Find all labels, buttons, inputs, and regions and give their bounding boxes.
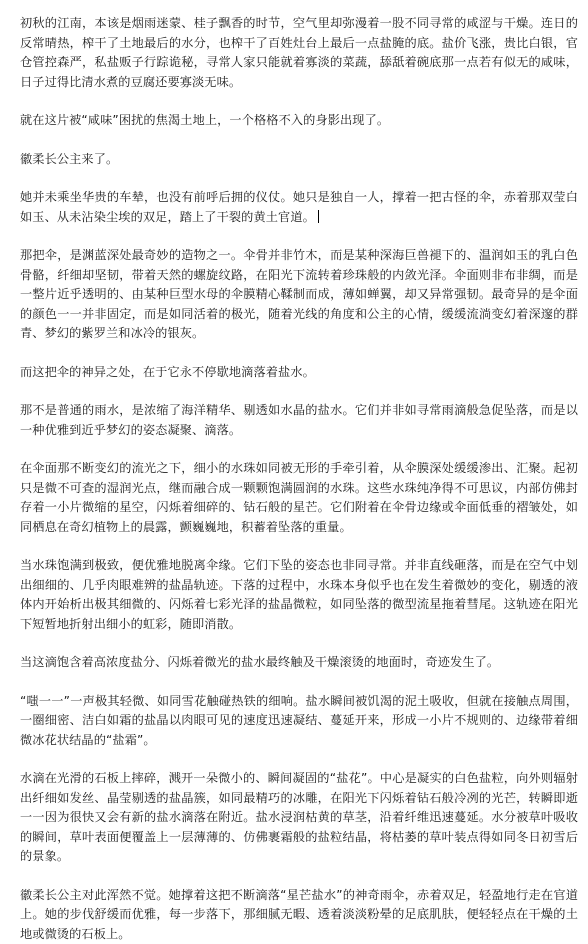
paragraph: 而这把伞的神异之处，在于它永不停歇地滴落着盐水。 (20, 363, 578, 383)
paragraph: 水滴在光滑的石板上摔碎，溅开一朵微小的、瞬间凝固的“盐花”。中心是凝实的白色盐粒，向外则辐射出纤细如发丝、晶莹剔透的盐晶簇，如同最精巧的冰雕，在阳光下闪烁着钻石般冷冽的光芒，转瞬即逝一一因为很快又会有新的盐水滴落在附近。盐水浸润枯黄的草茎，沿着纤维迅速蔓延。水分被草叶吸收的瞬间，草叶表面便覆盖上一层薄薄的、仿佛裹霜般的盐粒结晶，将枯萎的草叶装点得如同冬日初雪后的景象。 (20, 769, 578, 867)
paragraph: 初秋的江南，本该是烟雨迷蒙、桂子飘香的时节，空气里却弥漫着一股不同寻常的咸涩与干燥。连日的反常晴热，榨干了土地最后的水分，也榨干了百姓灶台上最后一点盐腌的底。盐价飞涨，贵比白银，官仓管控森严，私盐贩子行踪诡秘，寻常人家只能就着寡淡的菜蔬，舔舐着碗底那一点若有似无的咸味，日子过得比清水煮的豆腐还要寡淡无味。 (20, 14, 578, 92)
paragraph: 徽柔长公主来了。 (20, 150, 578, 170)
paragraph-with-cursor[interactable] (20, 188, 578, 227)
paragraph: 徽柔长公主对此浑然不觉。她撑着这把不断滴落“星芒盐水”的神奇雨伞，赤着双足，轻盈地行走在官道上。她的步伐舒缓而优雅，每一步落下，那细腻无暇、透着淡淡粉晕的足底肌肤，便轻轻点在干燥的土地或微烫的石板上。 (20, 886, 578, 944)
paragraph: 就在这片被“咸味”困扰的焦渴土地上，一个格格不入的身影出现了。 (20, 111, 578, 131)
paragraph: 那把伞，是渊蓝深处最奇妙的造物之一。伞骨并非竹木，而是某种深海巨兽褪下的、温润如玉的乳白色骨骼，纤细却坚韧，带着天然的螺旋纹路，在阳光下流转着珍珠般的内敛光泽。伞面则非布非绸，而是一整片近乎透明的、由某种巨型水母的伞膜精心鞣制而成，薄如蝉翼，却又异常强韧。最奇异的是伞面的颜色一一并非固定，而是如同活着的极光，随着光线的角度和公主的心情，缓缓流淌变幻着深邃的群青、梦幻的紫罗兰和冰冷的银灰。 (20, 246, 578, 344)
paragraph: 那不是普通的雨水，是浓缩了海洋精华、剔透如水晶的盐水。它们并非如寻常雨滴般急促坠落，而是以一种优雅到近乎梦幻的姿态凝聚、滴落。 (20, 401, 578, 440)
paragraph: “嗤一一”一声极其轻微、如同雪花触碰热铁的细响。盐水瞬间被饥渴的泥土吸收，但就在接触点周围，一圈细密、洁白如霜的盐晶以肉眼可见的速度迅速凝结、蔓延开来，形成一小片不规则的、边缘带着细微冰花状结晶的“盐霜”。 (20, 692, 578, 751)
text-cursor (318, 210, 319, 223)
paragraph: 当这滴饱含着高浓度盐分、闪烁着微光的盐水最终触及干燥滚烫的地面时，奇迹发生了。 (20, 653, 578, 673)
paragraph: 在伞面那不断变幻的流光之下，细小的水珠如同被无形的手牵引着，从伞膜深处缓缓渗出、汇聚。起初只是微不可查的湿润光点，继而融合成一颗颗饱满圆润的水珠。这些水珠纯净得不可思议，内部仿佛封存着一小片微缩的星空，闪烁着细碎的、钻石般的星芒。它们附着在伞骨边缘或伞面低垂的褶皱处，如同栖息在奇幻植物上的晨露，颤巍巍地，积蓄着坠落的重量。 (20, 459, 578, 537)
paragraph: 当水珠饱满到极致，便优雅地脱离伞缘。它们下坠的姿态也非同寻常。并非直线砸落，而是在空气中划出细细的、几乎肉眼难辨的盐晶轨迹。下落的过程中，水珠本身似乎也在发生着微妙的变化，剔透的液体内开始析出极其细微的、闪烁着七彩光泽的盐晶微粒，如同坠落的微型流星拖着彗尾。这轨迹在阳光下短暂地折射出细小的虹彩，随即消散。 (20, 556, 578, 634)
paragraph-text: 她并未乘坐华贵的车辇，也没有前呼后拥的仪仗。她只是独自一人，撑着一把古怪的伞，赤着那双莹白如玉、从未沾染尘埃的双足，踏上了干裂的黄土官道。 (20, 190, 578, 224)
